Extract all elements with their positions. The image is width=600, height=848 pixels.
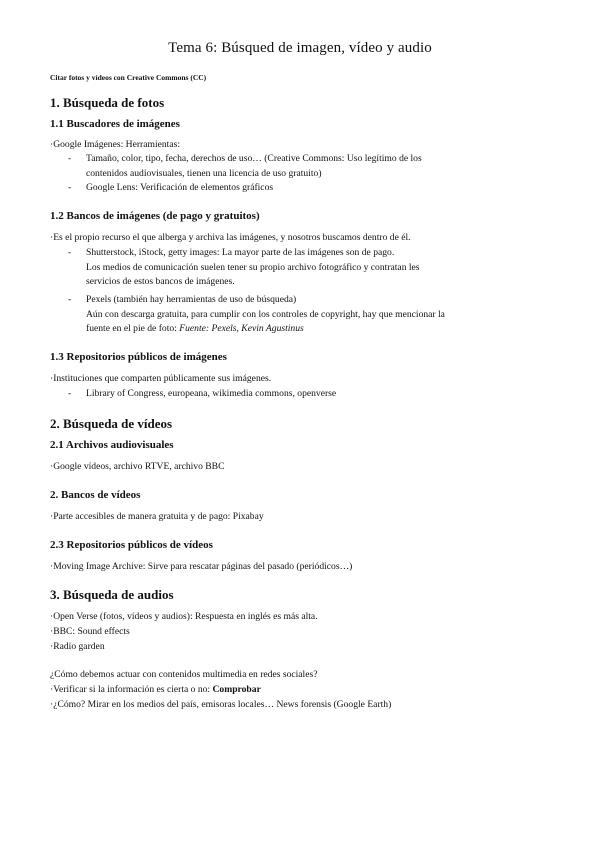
list-item-line: Los medios de comunicación suelen tener su propio archivo fotográfico y contratan les	[86, 261, 420, 273]
section-1-heading: 1. Búsqueda de fotos	[50, 95, 165, 110]
section-3-line: ·BBC: Sound effects	[50, 626, 130, 637]
list-dash: -	[68, 182, 72, 193]
section-2-1-heading: 2.1 Archivos audiovisuales	[50, 439, 174, 451]
section-1-2-intro: ·Es el propio recurso el que alberga y archiva las imágenes, y nosotros buscamos dentro de él.	[50, 232, 411, 243]
list-dash: -	[68, 294, 72, 305]
section-3-heading: 3. Búsqueda de audios	[50, 587, 174, 602]
section-2-2-text: ·Parte accesibles de manera gratuita y de pago: Pixabay	[50, 511, 264, 522]
list-item-line: Google Lens: Verificación de elementos gráficos	[86, 182, 274, 193]
list-dash: -	[68, 153, 72, 164]
section-3-line: ·Radio garden	[50, 641, 105, 652]
section-1-1-heading: 1.1 Buscadores de imágenes	[50, 118, 180, 130]
section-2-3-heading: 2.3 Repositorios públicos de vídeos	[50, 539, 213, 551]
list-item-line	[86, 322, 566, 337]
list-item-line: Pexels (también hay herramientas de uso de búsqueda)	[86, 294, 297, 305]
list-item-line: contenidos audiovisuales, tienen una licencia de uso gratuito)	[86, 167, 322, 179]
list-item-line: servicios de estos bancos de imágenes.	[86, 276, 235, 287]
closing-verify	[50, 683, 261, 698]
section-1-3-heading: 1.3 Repositorios públicos de imágenes	[50, 351, 227, 363]
section-1-3-intro: ·Instituciones que comparten públicamente sus imágenes.	[50, 373, 272, 384]
closing-question: ¿Cómo debemos actuar con contenidos multimedia en redes sociales?	[50, 669, 318, 680]
closing-verify-bold: Comprobar	[212, 684, 261, 695]
subtitle: Citar fotos y vídeos con Creative Commons (CC)	[50, 73, 207, 82]
caption-prefix: fuente en el pie de foto:	[86, 323, 180, 334]
list-dash: -	[68, 388, 72, 399]
closing-how: ·¿Cómo? Mirar en los medios del país, emisoras locales… News forensis (Google Earth)	[50, 699, 392, 710]
section-2-1-text: ·Google vídeos, archivo RTVE, archivo BBC	[50, 461, 225, 472]
section-2-heading: 2. Búsqueda de vídeos	[50, 416, 173, 431]
section-3-line: ·Open Verse (fotos, vídeos y audios): Respuesta en inglés es más alta.	[50, 611, 318, 622]
list-item-line: Shutterstock, iStock, getty images: La mayor parte de las imágenes son de pago.	[86, 247, 395, 258]
list-item-line: Library of Congress, europeana, wikimedia commons, openverse	[86, 388, 337, 399]
page-title: Tema 6: Búsqued de imagen, vídeo y audio	[168, 40, 432, 56]
list-item-line: Aún con descarga gratuita, para cumplir con los controles de copyright, hay que mencionar la	[86, 308, 445, 320]
section-1-2-heading: 1.2 Bancos de imágenes (de pago y gratuitos)	[50, 210, 260, 222]
closing-verify-text: ·Verificar si la información es cierta o no:	[50, 684, 213, 695]
photo-credit: Fuente: Pexels, Kevin Agustinus	[179, 323, 304, 334]
section-1-1-intro: ·Google Imágenes: Herramientas:	[50, 139, 180, 150]
section-2-2-heading: 2. Bancos de vídeos	[50, 489, 141, 501]
section-2-3-text: ·Moving Image Archive: Sirve para rescatar páginas del pasado (periódicos…)	[50, 561, 353, 572]
list-dash: -	[68, 247, 72, 258]
list-item-line: Tamaño, color, tipo, fecha, derechos de uso… (Creative Commons: Uso legítimo de los	[86, 153, 422, 164]
